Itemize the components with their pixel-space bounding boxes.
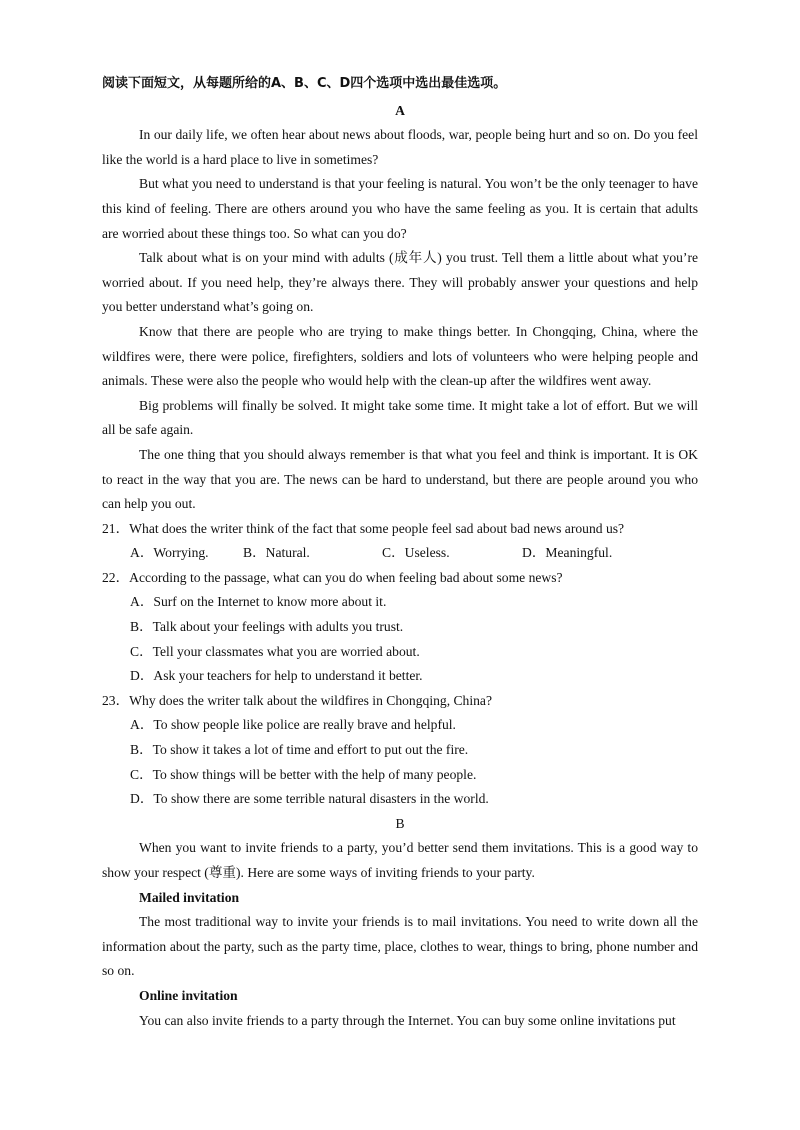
question-23-stem: 23．Why does the writer talk about the wildfires in Chongqing, China? xyxy=(102,692,492,708)
paragraph: Talk about what is on your mind with adults (成年人) you trust. Tell them a little about what you’re worried about. If you need help, they’re always there. They will probably answer your questions and help you better understand what’s going on. xyxy=(102,250,698,315)
option-a: A．Surf on the Internet to know more about it. xyxy=(130,594,387,610)
option-c: C．Useless. xyxy=(382,545,450,561)
paragraph: The one thing that you should always remember is that what you feel and think is important. It is OK to react in the way that you are. The news can be hard to understand, but there are people around you who can help you out. xyxy=(102,446,698,512)
option-c: C．Tell your classmates what you are worried about. xyxy=(130,643,420,659)
option-a: A．Worrying. xyxy=(130,545,209,561)
paragraph: In our daily life, we often hear about news about floods, war, people being hurt and so on. Do you feel like the world is a hard place to live in sometimes? xyxy=(102,127,698,167)
paragraph: When you want to invite friends to a party, you’d better send them invitations. This is a good way to show your respect (尊重). Here are some ways of inviting friends to your party. xyxy=(102,840,698,880)
option-b: B．Talk about your feelings with adults you trust. xyxy=(130,619,404,635)
paragraph: But what you need to understand is that your feeling is natural. You won’t be the only teenager to have this kind of feeling. There are others around you who have the same feeling as you. It is certain that adults are worried about these things too. So what can you do? xyxy=(102,176,698,241)
paragraph: You can also invite friends to a party through the Internet. You can buy some online invitations put xyxy=(139,1012,676,1028)
question-21-stem: 21．What does the writer think of the fact that some people feel sad about bad news around us? xyxy=(102,520,625,536)
paragraph: Know that there are people who are trying to make things better. In Chongqing, China, where the wildfires were, there were police, firefighters, soldiers and lots of volunteers who were helping people and animals. These were also the people who would help with the clean-up after the wildfires went away. xyxy=(102,323,698,389)
option-c: C．To show things will be better with the help of many people. xyxy=(130,766,477,782)
section-a-title: A xyxy=(395,102,405,118)
instruction: 阅读下面短文，从每题所给的A、B、C、D四个选项中选出最佳选项。 xyxy=(102,76,507,91)
section-b-title: B xyxy=(395,815,405,831)
option-d: D．Meaningful. xyxy=(522,545,613,561)
option-b: B．Natural. xyxy=(243,545,310,561)
option-a: A．To show people like police are really brave and helpful. xyxy=(130,717,456,733)
paragraph: Big problems will finally be solved. It might take some time. It might take a lot of effort. But we will all be safe again. xyxy=(102,397,698,438)
paragraph: The most traditional way to invite your friends is to mail invitations. You need to write down all the information about the party, such as the party time, place, clothes to wear, things to bring, phone number and so on. xyxy=(102,914,698,979)
subheading-online: Online invitation xyxy=(139,987,238,1003)
option-d: D．Ask your teachers for help to understand it better. xyxy=(130,668,423,684)
option-b: B．To show it takes a lot of time and effort to put out the fire. xyxy=(130,742,469,758)
question-21-options xyxy=(102,541,698,566)
question-22-stem: 22．According to the passage, what can you do when feeling bad about some news? xyxy=(102,569,563,585)
subheading-mailed: Mailed invitation xyxy=(139,889,240,905)
option-d: D．To show there are some terrible natural disasters in the world. xyxy=(130,791,489,807)
document-page xyxy=(102,72,698,1033)
